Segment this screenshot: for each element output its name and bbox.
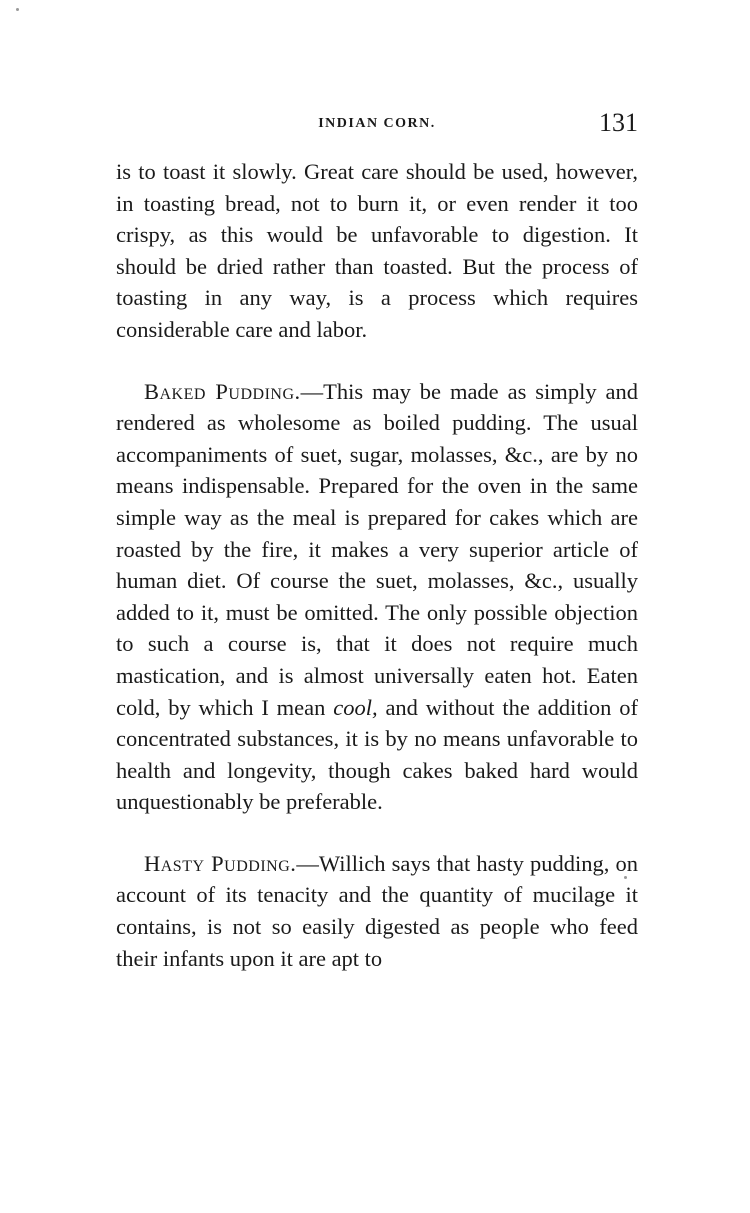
- paragraph-toasting-text: is to toast it slowly. Great care should be used, however, in toasting bread, not to burn it, or even render it too crispy, as this would be unfavorable to digestion. It should be dried rather than toasted. But the process of toasting in any way, is a process which requires considerable care and labor.: [116, 159, 638, 342]
- section-heading-hasty-pudding: Hasty Pudding.: [144, 850, 297, 876]
- section-heading-baked-pudding: Baked Pudding.: [144, 378, 301, 404]
- paragraph-hasty-pudding: [116, 848, 638, 974]
- paper-speck: [624, 876, 627, 879]
- running-title: INDIAN CORN.: [318, 116, 436, 131]
- paragraph-baked-pudding: [116, 376, 638, 818]
- baked-pudding-text: —This may be made as simply and rendered as wholesome as boiled pudding. The usual accompaniments of suet, sugar, molasses, &c., are by no means indispensable. Prepared for the oven in the same simple way as the meal is prepared for cakes which are roasted by the fire, it makes a very superior article of human diet. Of course the suet, molasses, &c., usually added to it, must be omitted. The only possible objection to such a course is, that it does not require much mastication, and is almost universally eaten hot. Eaten cold, by which I mean: [116, 378, 638, 720]
- running-head: [116, 108, 638, 142]
- baked-pudding-text-end: and without the addition of concentrated substances, it is by no means unfavorable to health and longevity, though cakes baked hard would unquestionably be preferable.: [116, 694, 638, 815]
- paragraph-toasting: [116, 156, 638, 346]
- hasty-pudding-text: —Willich says that hasty pudding, on account of its tenacity and the quantity of mucilage it contains, is not so easily digested as people who feed their infants upon it are apt to: [116, 850, 638, 971]
- body-text: [116, 156, 638, 974]
- paper-speck: [16, 8, 19, 11]
- baked-pudding-italic-word: cool,: [333, 694, 378, 720]
- page-number: 131: [599, 108, 638, 137]
